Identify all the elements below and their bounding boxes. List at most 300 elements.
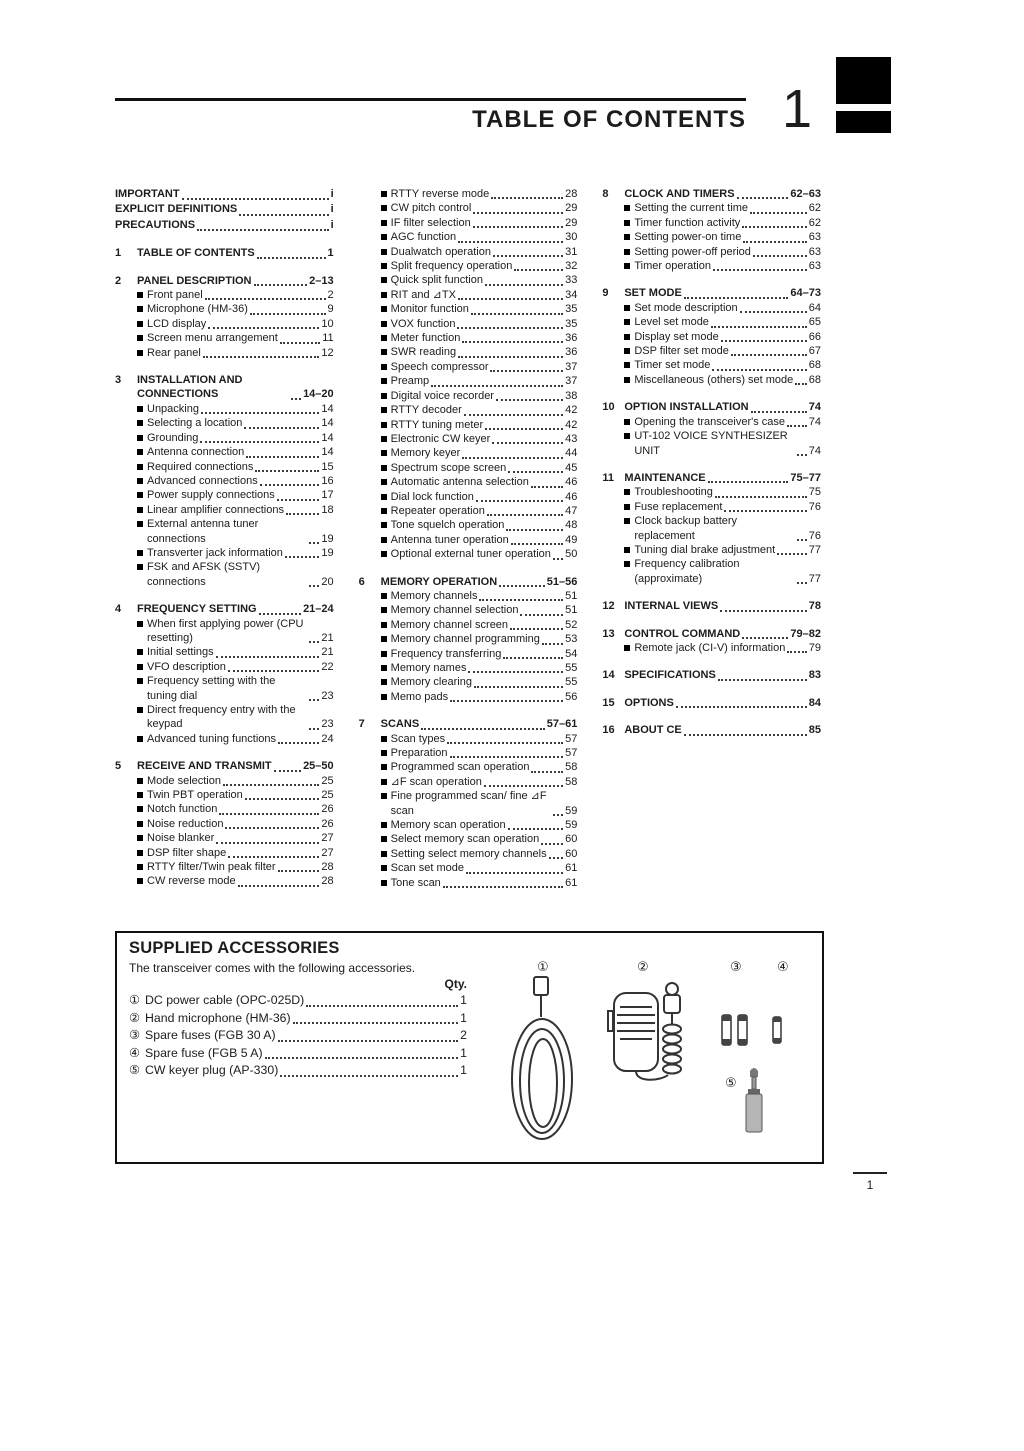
toc-entry-label: Repeater operation [390,504,485,517]
toc-entry-label: Timer set mode [634,359,711,372]
dot-leader [724,510,806,512]
toc-item [624,201,821,215]
square-bullet-icon [381,234,387,240]
toc-item [137,517,334,546]
toc-entry-row [391,288,578,302]
toc-entry-page: 61 [565,862,578,875]
toc-entry-page: 52 [565,618,578,631]
toc-item [381,475,578,489]
toc-item [381,818,578,832]
square-bullet-icon [624,561,630,567]
toc-entry-page: 35 [565,317,578,330]
toc-entry-row [391,618,578,632]
toc-entry-label: Digital voice recorder [390,389,494,402]
toc-entry-row [391,603,578,617]
toc-item [381,432,578,446]
dot-leader [485,284,563,286]
toc-entry-page: 20 [321,575,334,588]
toc-entry-row [391,490,578,504]
toc-entry-label: Timer function activity [634,216,741,229]
toc-entry-row [147,846,334,860]
toc-section-number: 11 [602,471,614,484]
toc-entry-row [391,273,578,287]
dot-leader [743,241,806,243]
toc-section-heading [602,696,821,710]
toc-entry-label: IF filter selection [390,216,471,229]
square-bullet-icon [137,292,143,298]
square-bullet-icon [624,362,630,368]
toc-entry-page: 62–63 [790,188,821,200]
toc-entry-label: Advanced tuning functions [147,732,277,745]
dot-leader [216,842,319,844]
toc-item [137,445,334,459]
toc-entry-page: 42 [565,404,578,417]
toc-entry-label: RIT and ⊿TX [390,288,456,301]
toc-entry-row [624,471,821,485]
toc-entry-page: 36 [565,332,578,345]
square-bullet-icon [381,292,387,298]
square-bullet-icon [381,750,387,756]
toc-entry-label: Fine programmed scan/ fine ⊿F scan [390,790,547,817]
toc-entry-page: 61 [565,876,578,889]
dot-leader [787,651,806,653]
toc-entry-label: Frequency transferring [390,647,502,660]
square-bullet-icon [381,836,387,842]
dot-leader [473,226,563,228]
toc-entry-label: Transverter jack information [147,546,283,559]
toc-section-number: 14 [602,669,615,682]
dot-leader [487,514,563,516]
dot-leader [208,327,319,329]
toc-item [137,474,334,488]
toc-entry-label: CLOCK AND TIMERS [624,188,735,200]
accessory-item [129,1062,467,1080]
toc-entry-label: Screen menu arrangement [147,332,278,345]
toc-entry-label: UT-102 VOICE SYNTHESIZER UNIT [634,430,788,457]
toc-entry-label: Advanced connections [147,474,258,487]
dot-leader [520,614,563,616]
toc-entry-row [147,546,334,560]
dot-leader [684,734,807,736]
dot-leader [280,1075,458,1077]
toc-entry-row [391,432,578,446]
square-bullet-icon [381,191,387,197]
toc-item [137,645,334,659]
square-bullet-icon [624,377,630,383]
toc-item [137,660,334,674]
toc-entry-row [147,503,334,517]
toc-item [381,775,578,789]
toc-entry-page: 55 [565,676,578,689]
toc-item [624,514,821,543]
toc-entry-row [634,485,821,499]
toc-entry-page: 35 [565,303,578,316]
toc-item [624,641,821,655]
toc-entry-page: 57 [565,732,578,745]
toc-entry-page: 25 [321,774,334,787]
toc-entry-page: 77 [808,572,821,585]
dot-leader [219,813,319,815]
dot-leader [462,457,563,459]
square-bullet-icon [137,821,143,827]
toc-entry-label: Required connections [147,460,254,473]
square-bullet-icon [381,865,387,871]
toc-entry-label: Notch function [147,803,218,816]
dot-leader [506,529,563,531]
dot-leader [257,257,326,259]
toc-item [381,618,578,632]
square-bullet-icon [137,335,143,341]
toc-entry-label: VFO description [147,660,226,673]
toc-entry-page: 14 [321,446,334,459]
toc-item [624,415,821,429]
toc-entry-page: 36 [565,346,578,359]
toc-entry-row [381,717,578,731]
toc-section-number: 3 [115,374,122,387]
square-bullet-icon [381,422,387,428]
toc-item [137,802,334,816]
toc-item [381,861,578,875]
toc-entry-page: 67 [808,345,821,358]
toc-entry-label: Noise blanker [147,832,215,845]
toc-entry-row [634,216,821,230]
toc-entry-label: PANEL DESCRIPTION [137,274,252,287]
toc-item [381,746,578,760]
toc-section-heading [115,274,334,288]
toc-entry-label: Optional external tuner operation [390,548,551,561]
toc-entry-label: CW reverse mode [147,875,236,888]
toc-entry-page: 51 [565,604,578,617]
toc-entry-row [147,674,334,703]
accessory-qty: 1 [460,1063,467,1077]
toc-entry-page: 51–56 [546,575,578,588]
square-bullet-icon [137,707,143,713]
toc-entry-page: 63 [808,231,821,244]
toc-section-items [624,201,821,273]
square-bullet-icon [137,435,143,441]
toc-section-number: 7 [358,718,365,731]
toc-entry-row [624,723,821,737]
dot-leader [255,470,319,472]
toc-item [381,690,578,704]
toc-entry-row [391,245,578,259]
toc-section-number: 6 [358,575,365,588]
square-bullet-icon [381,665,387,671]
toc-entry-label: FSK and AFSK (SSTV) connections [147,561,261,588]
dot-leader [468,671,563,673]
toc-entry-label: SCANS [380,718,420,731]
toc-section-items [624,301,821,387]
toc-entry-row [391,847,578,861]
toc-entry-page: 48 [565,519,578,532]
toc-entry-row [391,331,578,345]
toc-entry-page: 11 [322,332,334,345]
toc-item [381,518,578,532]
square-bullet-icon [137,321,143,327]
toc-entry-page: 24 [321,732,334,745]
toc-entry-label: AGC function [390,231,457,244]
dot-leader [309,699,319,701]
dot-leader [309,585,319,587]
square-bullet-icon [381,736,387,742]
square-bullet-icon [137,521,143,527]
toc-entry-row [624,599,821,613]
toc-entry-row [391,360,578,374]
toc-item [381,675,578,689]
square-bullet-icon [137,306,143,312]
dot-leader [238,885,320,887]
square-bullet-icon [137,878,143,884]
toc-item [624,259,821,273]
dot-leader [254,284,308,286]
accessory-item [129,992,467,1010]
toc-entry-row [391,775,578,789]
toc-entry-label: Linear amplifier connections [147,503,284,516]
toc-entry-label: Timer operation [634,260,711,273]
square-bullet-icon [381,335,387,341]
toc-entry-label: Fuse replacement [634,500,723,513]
toc-entry-row [391,389,578,403]
toc-section-items [137,402,334,589]
dot-leader [742,637,788,639]
toc-item [624,543,821,557]
toc-entry-row [147,488,334,502]
toc-entry-label: PRECAUTIONS [115,218,196,231]
toc-entry-row [391,661,578,675]
dot-leader [462,341,563,343]
toc-block [115,759,334,889]
dot-leader [684,297,789,299]
toc-section-heading [115,246,334,260]
square-bullet-icon [137,678,143,684]
toc-item [381,389,578,403]
dot-leader [466,872,563,874]
toc-entry-row [634,259,821,273]
toc-item [137,674,334,703]
toc-item [137,288,334,302]
toc-item [381,789,578,818]
toc-section-items [624,415,821,458]
dot-leader [244,427,319,429]
toc-entry-label: IMPORTANT [115,188,180,200]
toc-entry-page: 83 [808,669,821,682]
toc-item [137,560,334,589]
toc-entry-page: 63 [808,245,821,258]
dot-leader [201,412,319,414]
square-bullet-icon [137,492,143,498]
dot-leader [250,313,326,315]
accessory-number-icon: ⑤ [129,1063,141,1077]
dot-leader [450,756,564,758]
toc-entry-page: 74 [808,444,821,457]
dot-leader [713,269,807,271]
toc-entry-page: 23 [321,689,334,702]
toc-entry-row [147,703,334,732]
toc-entry-page: 1 [327,247,334,260]
toc-entry-page: 22 [321,660,334,673]
square-bullet-icon [381,321,387,327]
toc-entry-page: 68 [808,359,821,372]
toc-entry-row [115,218,334,233]
toc-entry-page: 77 [808,543,821,556]
square-bullet-icon [381,306,387,312]
toc-entry-label: Miscellaneous (others) set mode [634,373,794,386]
accessories-title: SUPPLIED ACCESSORIES [129,939,340,957]
toc-entry-label: OPTION INSTALLATION [624,401,749,414]
dot-leader [742,226,806,228]
toc-entry-label: Noise reduction [147,817,224,830]
dot-leader [223,784,319,786]
toc-entry-page: 60 [565,833,578,846]
accessory-qty: 1 [460,1045,467,1060]
dot-leader [476,500,563,502]
toc-entry-label: DSP filter set mode [634,345,729,358]
toc-item [381,288,578,302]
toc-entry-page: 14 [321,402,334,415]
toc-entry-label: Display set mode [634,330,719,343]
square-bullet-icon [137,550,143,556]
toc-entry-label: Antenna connection [147,446,245,459]
toc-entry-row [634,330,821,344]
toc-item [381,259,578,273]
figure-label-4: ④ [777,959,789,974]
toc-entry-row [147,474,334,488]
square-bullet-icon [624,205,630,211]
toc-entry-page: 50 [565,548,578,561]
dot-leader [715,496,807,498]
accessory-qty: 2 [460,1028,467,1042]
toc-entry-label: OPTIONS [624,696,674,709]
toc-entry-label: Frequency calibration (approximate) [634,558,740,585]
toc-entry-label: CW pitch control [390,202,472,215]
square-bullet-icon [381,522,387,528]
dot-leader [278,742,319,744]
dot-leader [293,1022,459,1024]
accessory-item [129,1045,467,1063]
square-bullet-icon [381,622,387,628]
toc-section-number: 4 [115,603,122,616]
toc-entry-page: 53 [565,633,578,646]
toc-entry-page: 49 [565,533,578,546]
toc-block [602,599,821,613]
toc-item [624,500,821,514]
toc-entry-label: Setting the current time [634,202,749,215]
toc-entry-page: 75–77 [790,471,821,484]
toc-section-items [137,774,334,889]
toc-entry-page: 47 [565,504,578,517]
square-bullet-icon [381,764,387,770]
toc-entry-row [147,774,334,788]
toc-entry-label: Setting select memory channels [390,847,547,860]
dot-leader [797,539,807,541]
accessory-number-icon: ③ [129,1028,141,1042]
toc-entry-label: Set mode description [634,301,738,314]
toc-entry-row [634,500,821,514]
toc-entry-page: 76 [808,529,821,542]
toc-entry-page: 10 [321,317,334,330]
figure-label-2: ② [637,959,649,974]
toc-entry-label: RTTY decoder [390,404,462,417]
square-bullet-icon [381,378,387,384]
dot-leader [492,442,563,444]
dot-leader [531,486,563,488]
toc-entry-page: 54 [565,647,578,660]
toc-entry-row [391,861,578,875]
toc-item [381,317,578,331]
square-bullet-icon [624,305,630,311]
toc-item [381,547,578,561]
toc-column [115,187,334,903]
accessories-intro: The transceiver comes with the following accessories. [129,961,416,975]
toc-item [624,557,821,586]
toc-entry-label: Direct frequency entry with the keypad [147,704,296,731]
toc-entry-row [391,647,578,661]
toc-entry-label: Troubleshooting [634,486,713,499]
toc-item [137,503,334,517]
toc-item [381,647,578,661]
square-bullet-icon [381,407,387,413]
toc-entry-page: 75 [808,486,821,499]
toc-block [602,627,821,656]
toc-entry-label: Front panel [147,289,203,302]
toc-section-items [381,589,578,704]
dot-leader [720,610,807,612]
toc-entry-row [634,373,821,387]
toc-entry-page: 2 [327,289,334,302]
square-bullet-icon [381,880,387,886]
toc-entry-label: Initial settings [147,646,214,659]
toc-item [624,245,821,259]
toc-item [381,201,578,215]
toc-entry-label: Split frequency operation [390,260,513,273]
toc-entry-row [391,418,578,432]
toc-entry-row [391,230,578,244]
toc-item [624,373,821,387]
toc-entry-page: 46 [565,476,578,489]
toc-block [602,400,821,458]
square-bullet-icon [381,220,387,226]
toc-entry-page: 55 [565,662,578,674]
toc-entry-page: i [330,203,334,216]
square-bullet-icon [381,793,387,799]
toc-entry-page: 64–73 [790,287,821,300]
square-bullet-icon [137,850,143,856]
dot-leader [499,585,545,587]
toc-item [137,732,334,746]
toc-entry-page: 15 [321,460,334,473]
toc-entry-label: MEMORY OPERATION [380,575,498,588]
dot-leader [511,543,563,545]
toc-section-number: 15 [602,696,615,709]
dot-leader [443,886,563,888]
toc-entry-row [391,690,578,704]
toc-entry-label: RTTY tuning meter [390,418,484,431]
square-bullet-icon [624,348,630,354]
toc-entry-page: 12 [321,346,334,359]
toc-item [137,317,334,331]
square-bullet-icon [137,564,143,570]
square-bullet-icon [137,778,143,784]
dot-leader [309,542,319,544]
toc-entry-page: 84 [808,696,821,709]
toc-entry-page: 33 [565,274,578,287]
toc-entry-row [147,617,334,646]
dot-leader [205,298,326,300]
dot-leader [431,385,563,387]
toc-entry-row [391,518,578,532]
toc-entry-row [147,802,334,816]
toc-entry-label: Level set mode [634,316,709,329]
